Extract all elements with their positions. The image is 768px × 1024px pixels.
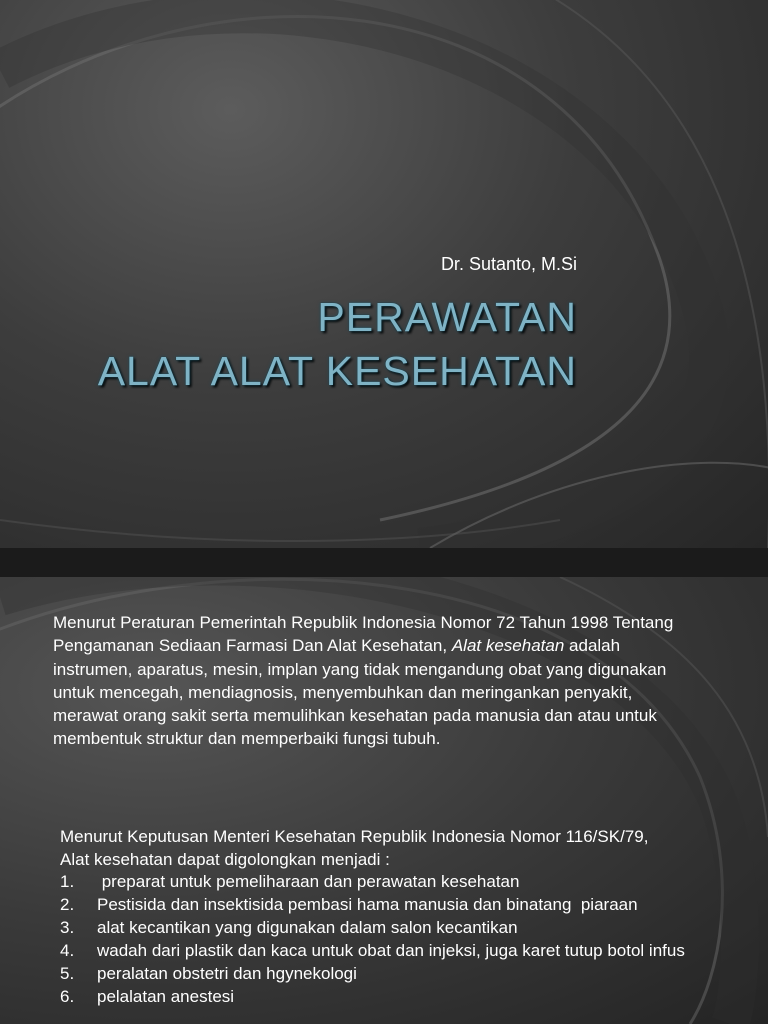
title-line-2: ALAT ALAT KESEHATAN [97,348,577,394]
paragraph-term: Alat kesehatan [451,636,565,656]
slide-title [98,290,577,398]
list-item [60,985,750,1008]
list-number: 1. [60,872,75,891]
intro-line-2: Alat kesehatan dapat digolongkan menjadi : [60,850,390,869]
list-number: 5. [60,964,75,983]
author-name: Dr. Sutanto, M.Si [440,254,577,274]
list-text: pelalatan anestesi [97,987,235,1006]
title-line-1: PERAWATAN [317,294,577,340]
list-item [60,870,750,893]
list-item [60,916,750,939]
list-item [60,893,750,916]
list-number: 3. [60,918,75,937]
intro-line-1: Menurut Keputusan Menteri Kesehatan Republik Indonesia Nomor 116/SK/79, [60,827,649,846]
list-text: preparat untuk pemeliharaan dan perawatan kesehatan [97,872,520,891]
definition-paragraph [53,611,693,751]
paragraph-rest: adalah instrumen, aparatus, mesin, implan yang tidak mengandung obat yang digunakan untuk mencegah, mendiagnosis, menyembuhkan dan meringankan penyakit, merawat orang sakit serta memulihkan kesehatan pada manusia dan atau untuk membentuk struktur dan memperbaiki fungsi tubuh. [53,636,667,749]
list-number: 4. [60,941,75,960]
list-number: 2. [60,895,75,914]
list-text: peralatan obstetri dan hgynekologi [97,964,357,983]
list-item [60,939,750,962]
paragraph-lead: Menurut Peraturan Pemerintah Republik Indonesia Nomor 72 Tahun 1998 Tentang Pengamanan Sediaan Farmasi Dan Alat Kesehatan, [53,613,674,656]
list-text: Pestisida dan insektisida pembasi hama manusia dan binatang piaraan [97,895,638,914]
classification-intro [60,825,750,871]
list-text: wadah dari plastik dan kaca untuk obat dan injeksi, juga karet tutup botol infus [97,941,685,960]
list-item [60,962,750,985]
classification-list [60,870,750,1008]
list-number: 6. [60,987,75,1006]
slide-divider [0,548,768,577]
list-text: alat kecantikan yang digunakan dalam salon kecantikan [97,918,518,937]
